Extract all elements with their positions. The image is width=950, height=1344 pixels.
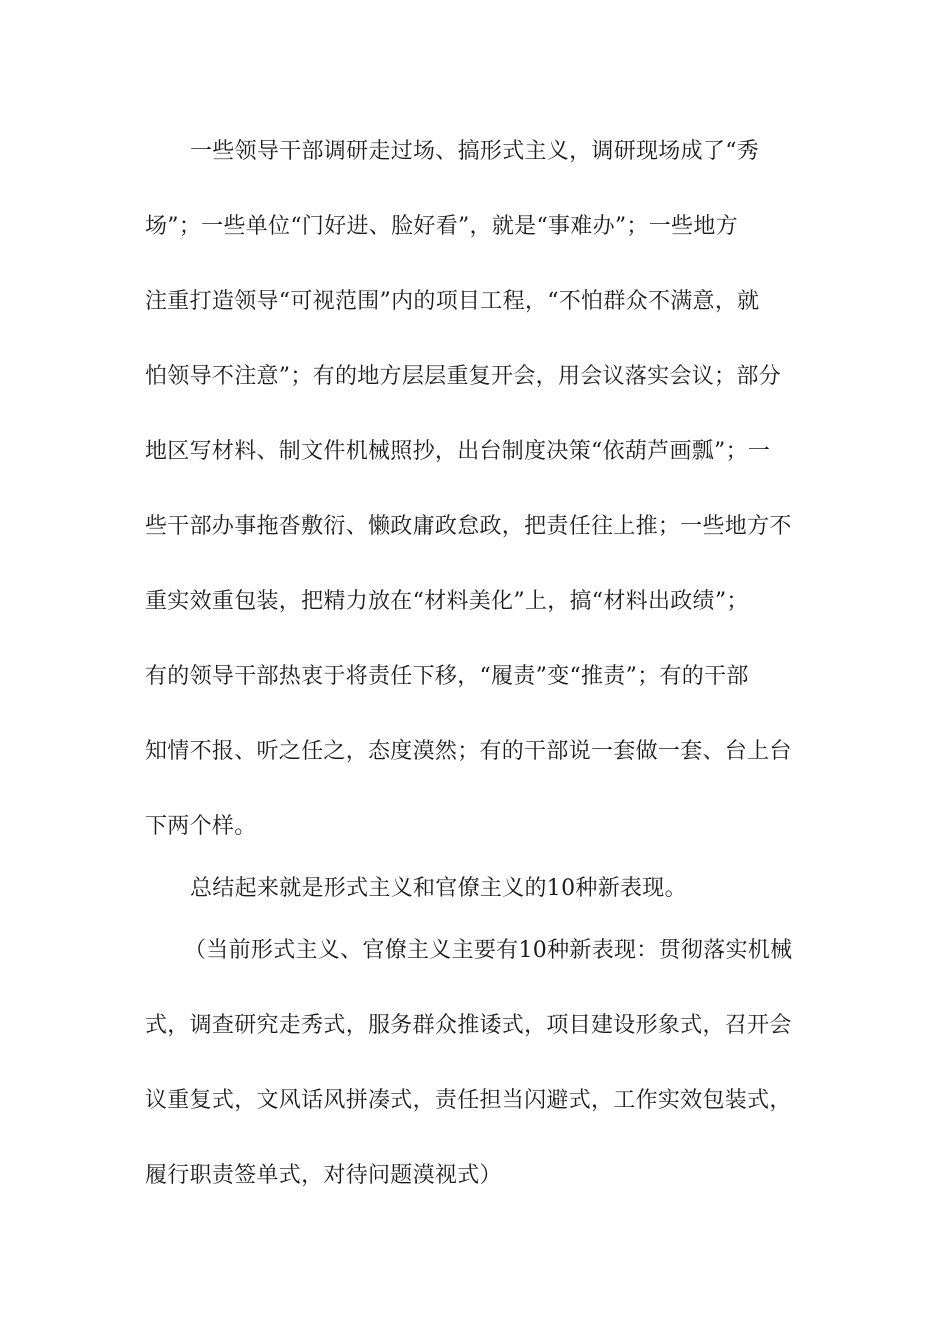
paragraph-line: 履行职责签单式，对待问题漠视式） xyxy=(145,1163,502,1188)
paragraph-line: 式，调查研究走秀式，服务群众推诿式，项目建设形象式，召开会 xyxy=(145,1013,792,1038)
paragraph-line: 重实效重包装，把精力放在“材料美化”上，搞“材料出政绩”； xyxy=(145,589,749,614)
paragraph-line: 一些领导干部调研走过场、搞形式主义，调研现场成了“秀 xyxy=(190,139,760,164)
paragraph-line: 有的领导干部热衷于将责任下移，“履责”变“推责”；有的干部 xyxy=(145,664,749,689)
paragraph-line: （当前形式主义、官僚主义主要有10种新表现：贯彻落实机械 xyxy=(184,938,793,963)
paragraph-line: 地区写材料、制文件机械照抄，出台制度决策“依葫芦画瓢”；一 xyxy=(145,439,771,464)
paragraph-line: 注重打造领导“可视范围”内的项目工程，“不怕群众不满意，就 xyxy=(145,289,760,314)
paragraph-line: 些干部办事拖沓敷衍、懒政庸政怠政，把责任往上推；一些地方不 xyxy=(145,514,792,539)
paragraph-line: 场”；一些单位“门好进、脸好看”，就是“事难办”；一些地方 xyxy=(145,214,738,239)
paragraph-line: 总结起来就是形式主义和官僚主义的10种新表现。 xyxy=(190,876,687,901)
paragraph-line: 议重复式，文风话风拼凑式，责任担当闪避式，工作实效包装式， xyxy=(145,1088,792,1113)
paragraph-line: 怕领导不注意”；有的地方层层重复开会，用会议落实会议；部分 xyxy=(145,364,781,389)
paragraph-line: 下两个样。 xyxy=(145,814,257,839)
paragraph-line: 知情不报、听之任之，态度漠然；有的干部说一套做一套、台上台 xyxy=(145,739,792,764)
